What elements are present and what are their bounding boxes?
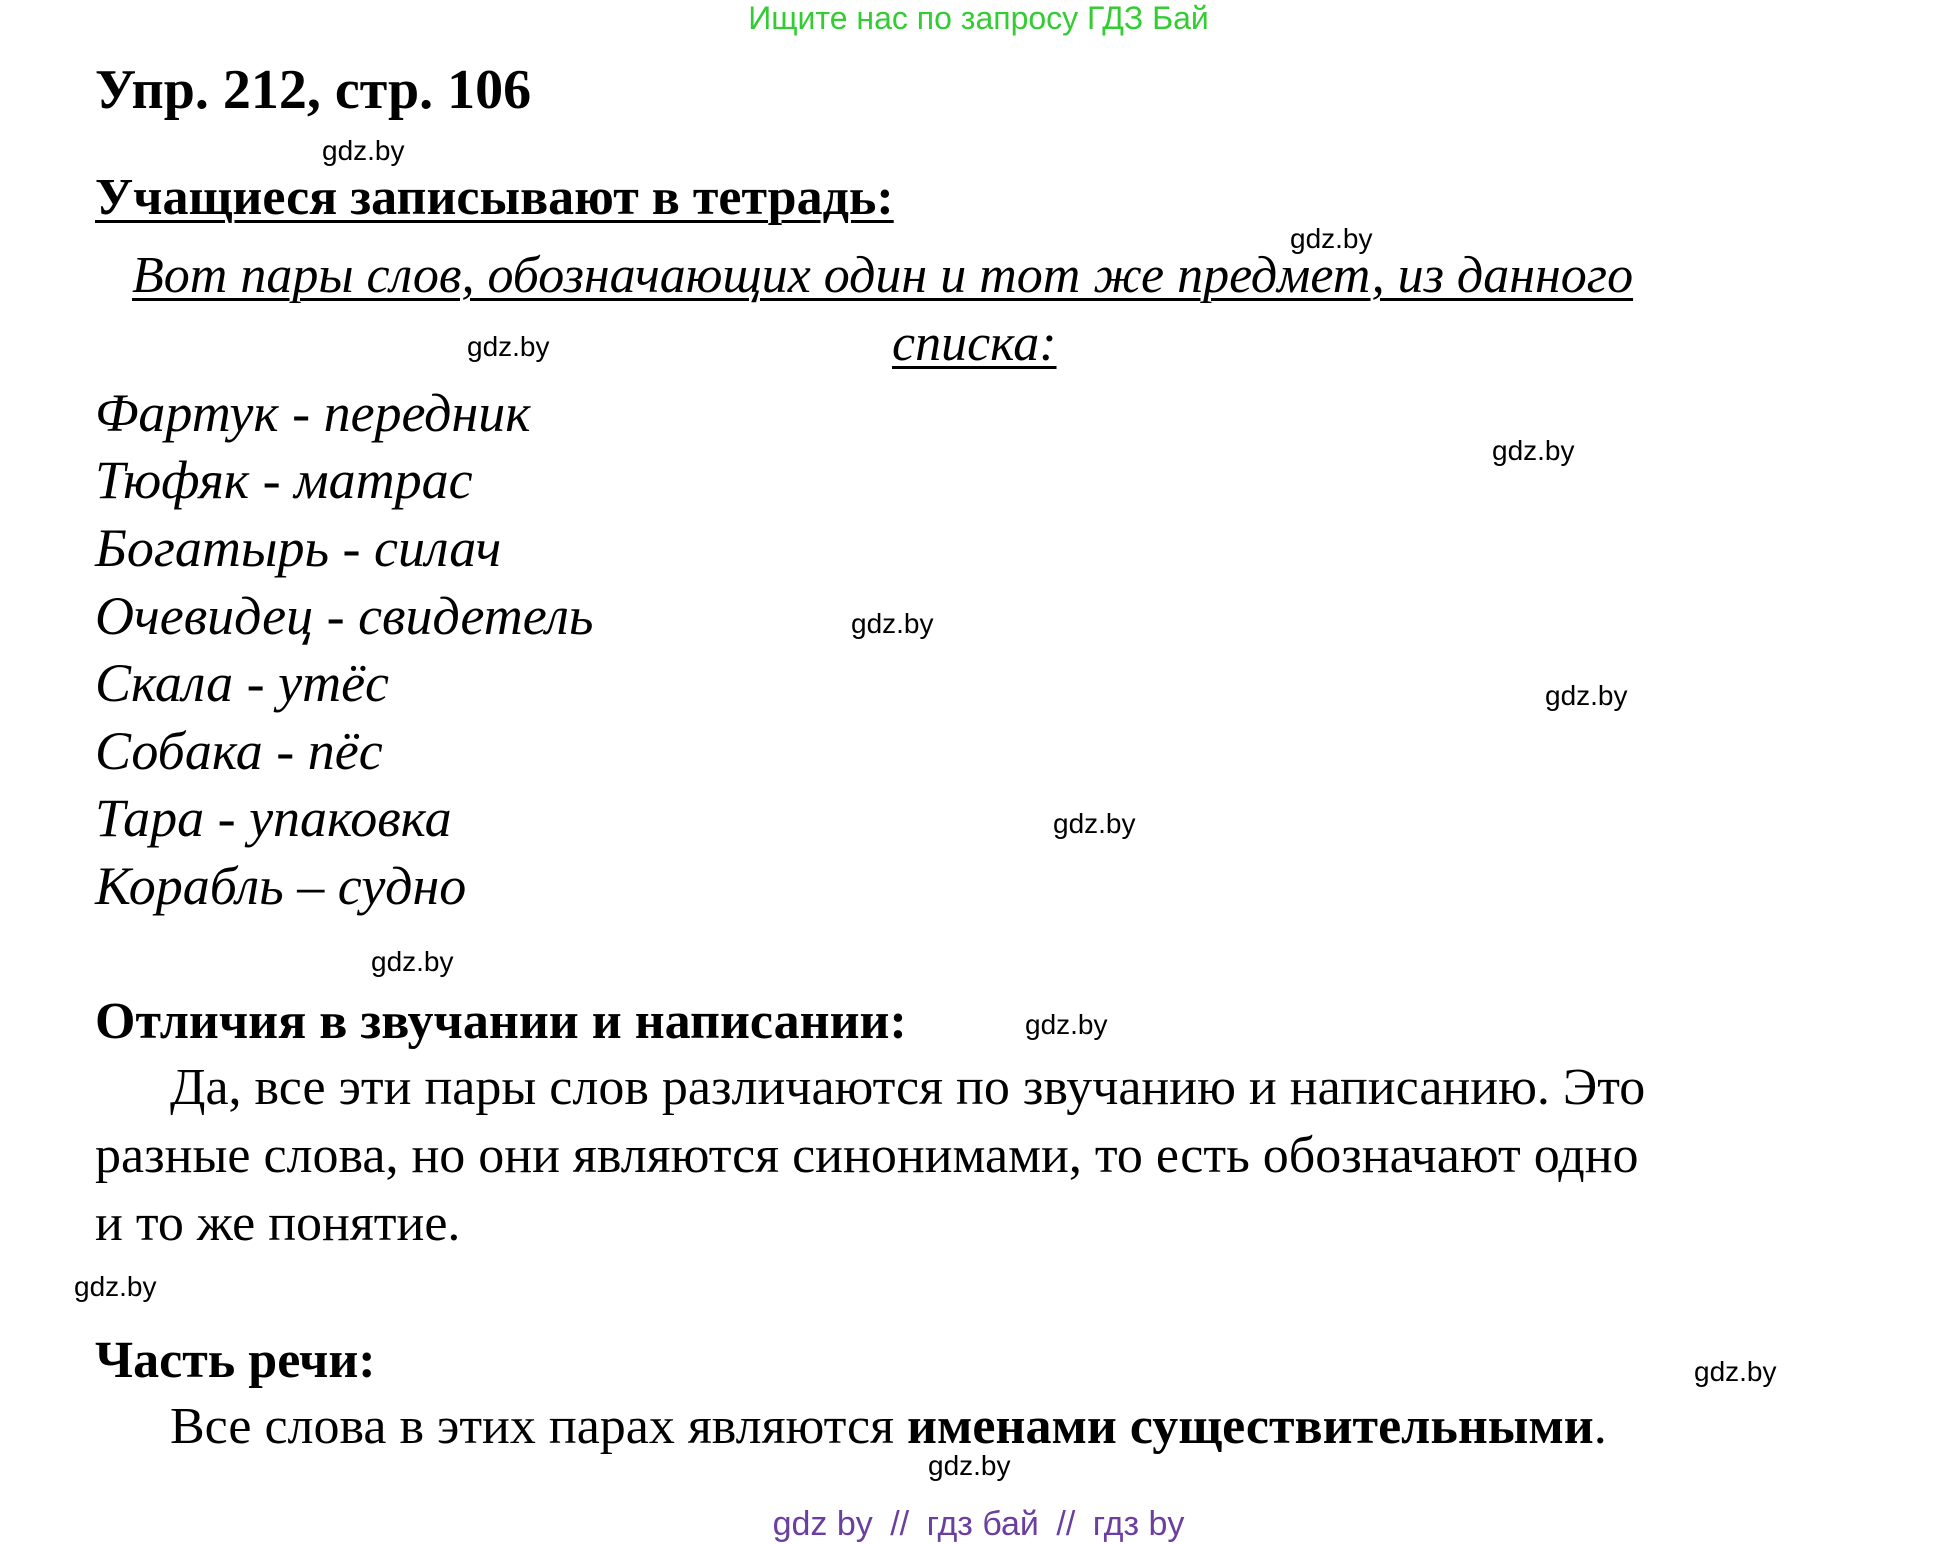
footer-link-gdz-by-cyr[interactable]: гдз by bbox=[1092, 1505, 1185, 1543]
answer-text-end: . bbox=[1593, 1398, 1607, 1455]
footer-separator: // bbox=[890, 1505, 910, 1543]
watermark: gdz.by bbox=[1492, 435, 1575, 466]
answer-text-start: Все слова в этих парах являются bbox=[170, 1398, 908, 1455]
word-pair-6: Собака - пёс bbox=[95, 721, 383, 781]
watermark: gdz.by bbox=[371, 946, 454, 977]
footer-links bbox=[0, 1505, 1957, 1544]
differences-line-3: и то же понятие. bbox=[95, 1195, 461, 1252]
footer-link-gdz-bai[interactable]: гдз бай bbox=[926, 1505, 1039, 1543]
intro-line-2: списка: bbox=[892, 315, 1057, 372]
differences-line-1: Да, все эти пары слов различаются по звучанию и написанию. Это bbox=[170, 1059, 1646, 1116]
watermark: gdz.by bbox=[467, 331, 550, 362]
word-pair-4: Очевидец - свидетель bbox=[95, 586, 594, 646]
watermark: gdz.by bbox=[322, 135, 405, 166]
word-pair-5: Скала - утёс bbox=[95, 653, 390, 713]
intro-line-1: Вот пары слов, обозначающих один и тот же предмет, из данного bbox=[132, 247, 1634, 304]
watermark: gdz.by bbox=[1025, 1009, 1108, 1040]
word-pair-2: Тюфяк - матрас bbox=[95, 450, 473, 510]
watermark: gdz.by bbox=[1053, 808, 1136, 839]
answer-text-bold: именами существительными bbox=[907, 1398, 1594, 1455]
footer-link-gdz-by[interactable]: gdz by bbox=[772, 1505, 873, 1543]
watermark: gdz.by bbox=[851, 608, 934, 639]
watermark: gdz.by bbox=[1545, 680, 1628, 711]
watermark: gdz.by bbox=[1290, 223, 1373, 254]
word-pair-3: Богатырь - силач bbox=[95, 518, 502, 578]
exercise-title: Упр. 212, стр. 106 bbox=[95, 59, 532, 121]
watermark: gdz.by bbox=[928, 1450, 1011, 1481]
word-pair-8: Корабль – судно bbox=[95, 856, 467, 916]
footer-separator: // bbox=[1056, 1505, 1076, 1543]
differences-line-2: разные слова, но они являются синонимами, то есть обозначают одно bbox=[95, 1127, 1639, 1184]
word-pair-7: Тара - упаковка bbox=[95, 788, 452, 848]
top-banner: Ищите нас по запросу ГДЗ Бай bbox=[748, 0, 1209, 36]
watermark: gdz.by bbox=[74, 1271, 157, 1302]
section-heading-notebook: Учащиеся записывают в тетрадь: bbox=[95, 169, 894, 226]
section-heading-differences: Отличия в звучании и написании: bbox=[95, 993, 907, 1050]
section-heading-part-of-speech: Часть речи: bbox=[95, 1332, 376, 1389]
part-of-speech-answer bbox=[170, 1397, 1607, 1456]
watermark: gdz.by bbox=[1694, 1356, 1777, 1387]
word-pair-1: Фартук - передник bbox=[95, 383, 531, 443]
